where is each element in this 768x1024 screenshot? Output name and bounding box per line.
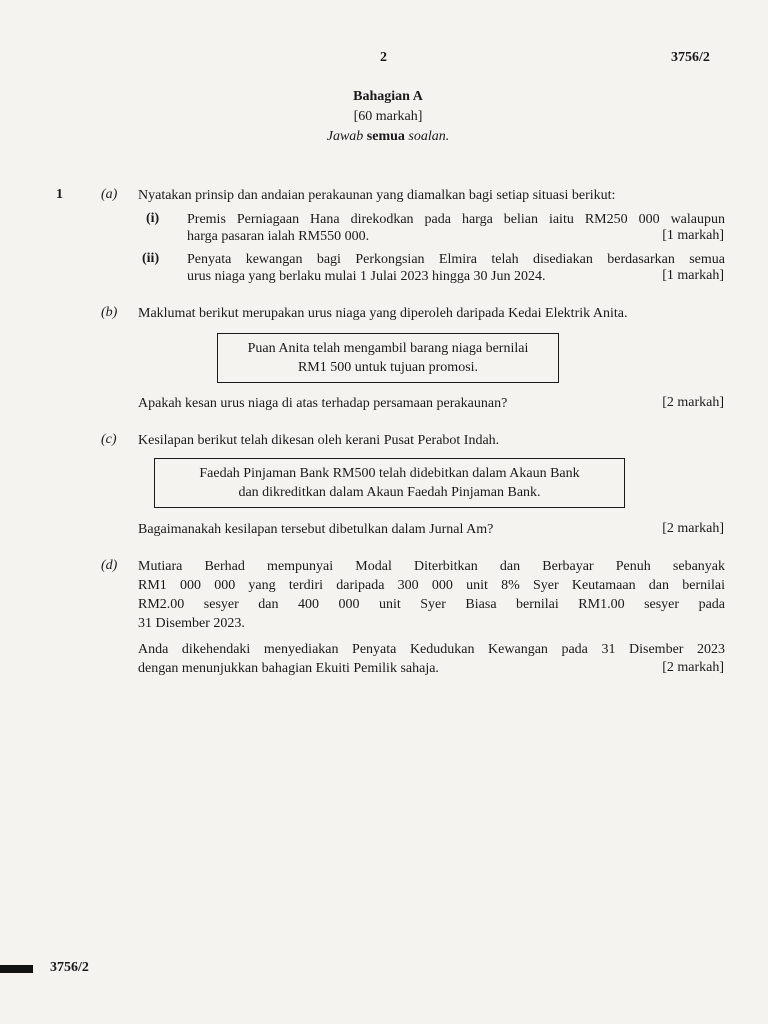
part-d-p1-line2: RM1 000 000 yang terdiri daripada 300 000 unit 8% Syer Keutamaan dan bernilai — [138, 578, 725, 593]
part-b-box-line1: Puan Anita telah mengambil barang niaga bernilai — [247, 341, 529, 356]
part-d-marks: [2 markah] — [662, 660, 724, 675]
section-marks — [0, 109, 768, 125]
instruction-word-2: semua — [366, 129, 405, 144]
part-b-label: (b) — [101, 305, 118, 320]
instruction-word-1: Jawab — [326, 129, 364, 144]
item-i-label: (i) — [146, 211, 160, 226]
section-marks-text: [60 markah] — [353, 109, 423, 124]
instruction-word-3: soalan. — [408, 129, 450, 144]
part-d-p2-line1: Anda dikehendaki menyediakan Penyata Kedudukan Kewangan pada 31 Disember 2023 — [138, 642, 725, 657]
part-a-label: (a) — [101, 187, 118, 202]
part-d-p1-line4: 31 Disember 2023. — [138, 616, 245, 631]
part-d-p1-line3: RM2.00 sesyer dan 400 000 unit Syer Biasa bernilai RM1.00 sesyer pada — [138, 597, 725, 612]
section-instruction — [0, 129, 768, 145]
item-i-line2: harga pasaran ialah RM550 000. — [187, 229, 370, 244]
part-d-label: (d) — [101, 558, 118, 573]
part-a-stem: Nyatakan prinsip dan andaian perakaunan yang diamalkan bagi setiap situasi berikut: — [138, 188, 616, 203]
item-ii-label: (ii) — [142, 251, 160, 266]
question-number: 1 — [56, 187, 63, 202]
part-c-question: Bagaimanakah kesilapan tersebut dibetulkan dalam Jurnal Am? — [138, 522, 494, 537]
part-b-stem: Maklumat berikut merupakan urus niaga yang diperoleh daripada Kedai Elektrik Anita. — [138, 306, 628, 321]
item-i-line1: Premis Perniagaan Hana direkodkan pada harga belian iaitu RM250 000 walaupun — [187, 212, 725, 227]
part-c-info-box — [154, 458, 625, 508]
part-c-marks: [2 markah] — [662, 521, 724, 536]
part-b-marks: [2 markah] — [662, 395, 724, 410]
item-i-marks: [1 markah] — [662, 228, 724, 243]
part-c-label: (c) — [101, 432, 117, 447]
item-ii-line1: Penyata kewangan bagi Perkongsian Elmira telah disediakan berdasarkan semua — [187, 252, 725, 267]
part-b-question: Apakah kesan urus niaga di atas terhadap persamaan perakaunan? — [138, 396, 508, 411]
paper-code-footer: 3756/2 — [50, 960, 89, 975]
part-b-box-line2: RM1 500 untuk tujuan promosi. — [297, 360, 479, 375]
item-ii-marks: [1 markah] — [662, 268, 724, 283]
page-number: 2 — [380, 50, 387, 65]
paper-code-header: 3756/2 — [671, 50, 710, 65]
part-d-p2-line2: dengan menunjukkan bahagian Ekuiti Pemilik sahaja. — [138, 661, 439, 676]
part-c-box-line2: dan dikreditkan dalam Akaun Faedah Pinjaman Bank. — [238, 485, 541, 500]
item-ii-line2: urus niaga yang berlaku mulai 1 Julai 2023 hingga 30 Jun 2024. — [187, 269, 546, 284]
footer-registration-bar — [0, 965, 33, 973]
section-title: Bahagian A — [353, 89, 423, 104]
part-c-box-line1: Faedah Pinjaman Bank RM500 telah didebitkan dalam Akaun Bank — [199, 466, 580, 481]
part-b-info-box — [217, 333, 559, 383]
part-d-p1-line1: Mutiara Berhad mempunyai Modal Diterbitkan dan Berbayar Penuh sebanyak — [138, 559, 725, 574]
part-c-stem: Kesilapan berikut telah dikesan oleh kerani Pusat Perabot Indah. — [138, 433, 500, 448]
